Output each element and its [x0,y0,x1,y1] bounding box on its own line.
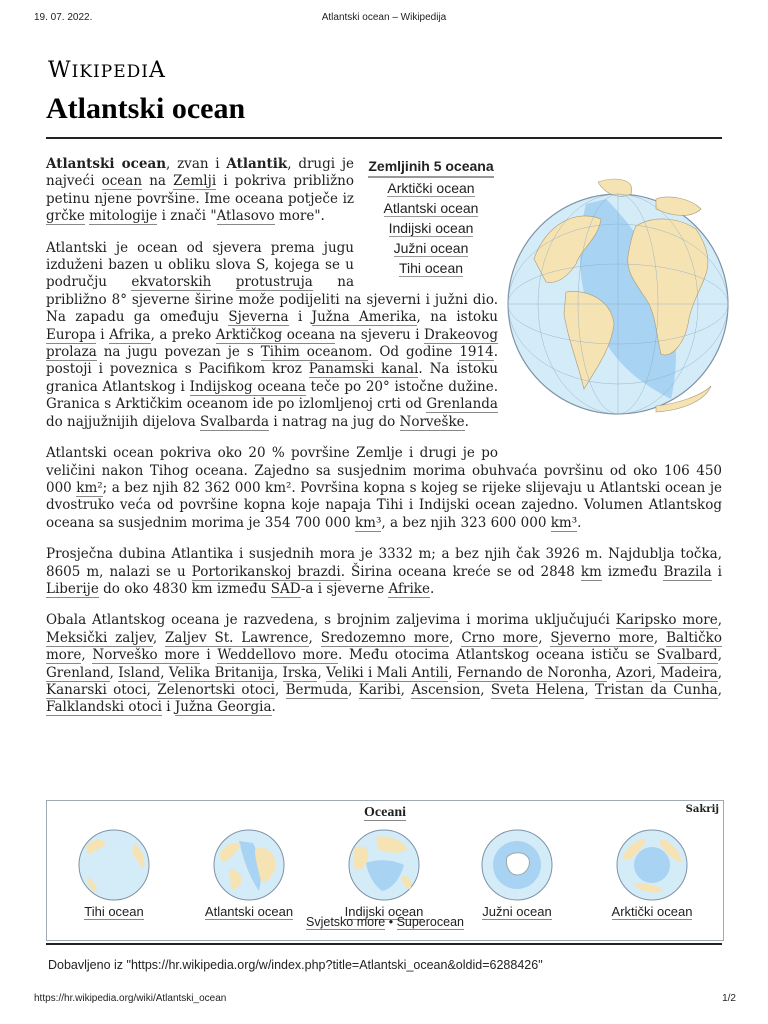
text-run: , [308,629,321,646]
article-link[interactable]: Drakeovog prolaza [46,326,499,361]
text-run: -a i sjeverne [300,580,389,597]
article-link[interactable]: Sveta Helena [490,681,585,698]
text-run: , [146,681,158,698]
text-run: na jugu povezan je s [96,344,261,361]
page-title: Atlantski ocean [46,92,246,125]
text-run: na [142,173,174,190]
wikipedia-logo[interactable]: WIKIPEDIA [48,58,166,83]
article-link[interactable]: protustruja [235,274,313,291]
retrieved-from: Dobavljeno iz "https://hr.wikipedia.org/w/index.php?title=Atlantski_ocean&oldid=6288426" [48,958,543,972]
article-link[interactable]: Weddellovo more [217,647,339,664]
infobox-item: Tihi ocean [398,260,464,276]
footer-divider [46,943,722,945]
text-run: , [160,664,169,681]
oceans-navbox [46,800,724,941]
text-run: i natrag na jug do [269,413,400,430]
article-link[interactable]: Veliki i Mali Antili [326,664,449,681]
text-run: , zvan i [166,156,227,172]
atlantic-small-globe-icon [213,829,285,901]
article-link[interactable]: grčke [46,208,85,225]
text-run: , [717,681,722,698]
article-link[interactable]: Svalbard [656,647,718,664]
navbox-item-atlantski[interactable]: Atlantski ocean [184,829,314,920]
article-link[interactable]: Kanarski otoci [46,681,147,698]
infobox-item: Arktički ocean [387,180,475,196]
text-run: i [711,563,723,580]
article-link[interactable]: Irska [282,664,318,681]
article-link[interactable]: Grenlanda [426,396,498,413]
article-link[interactable]: Madeira [660,664,718,681]
article-link[interactable]: Sjeverna [228,309,289,326]
text-run: , [81,647,93,664]
text-run: . [464,413,469,430]
article-link[interactable]: Afrike [388,580,430,597]
text-run: , [109,664,119,681]
text-run: , [449,629,462,646]
navbox-item-arkticki[interactable]: Arktički ocean [587,829,717,920]
text-run: , [348,681,359,698]
text-run: , [400,681,412,698]
oceans-infobox [362,156,500,278]
article-link[interactable]: Južna Georgia [174,699,272,716]
text-run: . Od godine [368,344,460,361]
article-link[interactable]: km³ [550,514,578,531]
article-link[interactable]: Arktičkog oceana [215,326,336,343]
article-link[interactable]: Bermuda [285,681,349,698]
arctic-globe-icon [616,829,688,901]
text-run: , [653,629,667,646]
paragraph-area [46,445,722,532]
article-link[interactable]: Zemlji [173,173,217,190]
article-link[interactable]: Portorikanskoj brazdi [191,563,341,580]
pacific-globe-icon [78,829,150,901]
navbox-bottom-links [47,915,723,929]
text-run: Atlantski je ocean od sjevera prema jugu izduženi bazen u obliku slova S, kojega se u području [46,239,354,291]
text-run: , [717,664,722,681]
text-run: Prosječna dubina Atlantika i susjednih mora je 3332 m; a bez njih čak 3926 m. Najdublja točka, 8605 m, nalazi se u [46,546,722,580]
print-page-number: 1/2 [722,993,736,1004]
paragraph-coastline [46,612,722,716]
text-run: . [429,580,435,597]
article-link[interactable]: Meksički zaljev [46,629,153,646]
navbox-item-tihi[interactable]: Tihi ocean [49,829,179,920]
navbox-title: Oceani [364,805,406,820]
article-link[interactable]: Panamski kanal [308,361,419,378]
text-run: , [273,664,283,681]
infobox-item: Indijski ocean [388,220,474,236]
text-run: Obala Atlantskog oceana je razvedena, s brojnim zaljevima i morima uključujući [46,612,616,629]
indian-globe-icon [348,829,420,901]
article-link[interactable]: km² [76,479,103,496]
text-run: , a preko [150,326,216,343]
article-body [46,156,722,731]
text-run: i pokriva približno petinu njene površine. Ime oceana potječe iz [46,173,355,207]
infobox-item: Južni ocean [393,240,469,256]
text-run: , [448,664,457,681]
text-run: , [538,629,551,646]
atlantic-globe-icon [506,164,730,444]
article-link[interactable]: ekvatorskih [131,274,212,291]
article-link[interactable]: Europa [46,326,96,343]
article-link[interactable]: Baltičko more [46,629,722,664]
article-link[interactable]: 1914 [459,344,494,361]
article-link[interactable]: Karipsko more [615,612,718,629]
infobox-title[interactable]: Zemljinih 5 oceana [368,156,493,178]
text-run: . Na istoku granica Atlantskog i [46,361,498,395]
article-link[interactable]: Zelenortski otoci [157,681,275,698]
print-title: Atlantski ocean – Wikipedija [321,12,447,23]
article-link[interactable]: Fernando de Noronha [456,664,608,681]
article-link[interactable]: Južna Amerika [311,309,417,326]
article-link[interactable]: Tristan da Cunha [595,681,718,698]
article-link[interactable]: Ascension [411,681,481,698]
article-link[interactable]: mitologije [89,208,158,225]
paragraph-depth [46,546,722,598]
link-superocean[interactable]: Superocean [396,915,464,929]
article-link[interactable]: Atlasovo [216,208,275,225]
text-run: teče po 20° istočne dužine. Granica s Arktičkim oceanom ide po izlomljenoj crti od [46,378,499,413]
text-run: . [271,699,276,716]
article-link[interactable]: Liberije [46,580,99,597]
text-run: . Širina oceana kreće se od 2848 [340,563,581,580]
print-url: https://hr.wikipedia.org/wiki/Atlantski_ocean [34,993,227,1004]
retrieved-url-link[interactable]: https://hr.wikipedia.org/w/index.php?title=Atlantski_ocean&oldid=6288426 [130,958,539,972]
text-run: na približno 8° sjeverne širine može podijeliti na sjeverni i južni dio. Na zapadu ga omeđuju [46,274,498,326]
text-run: more". [274,208,325,225]
text-run: i [161,699,175,716]
atlantic-globe-image[interactable] [506,156,726,446]
link-separator: • [388,915,394,929]
text-run: i znači " [157,208,217,225]
text-run: , [717,612,722,629]
article-link[interactable]: Azori [616,664,652,681]
text-run: , [274,681,286,698]
article-link[interactable]: Island [118,664,161,681]
text-run: , [584,681,596,698]
text-run [211,274,235,290]
text-run: i [95,326,110,343]
article-link[interactable]: Tihim oceanom [260,344,369,361]
title-divider [46,137,722,139]
article-link[interactable]: Norveško more [92,647,200,664]
text-run: , [480,681,491,698]
text-run: na sjeveru i [335,326,424,343]
article-link[interactable]: Falklandski otoci [46,699,162,716]
article-link[interactable]: Afrika [109,326,151,343]
article-link[interactable]: km [580,563,602,580]
article-link[interactable]: Brazila [663,563,712,580]
article-link[interactable]: Karibi [358,681,401,698]
text-run: između [601,563,664,580]
text-run: . [577,514,582,531]
text-run: , na istoku [416,309,498,326]
text-run: do oko 4830 km između [98,580,271,597]
navbox-item-indijski[interactable]: Indijski ocean [319,829,449,920]
print-date: 19. 07. 2022. [34,12,93,23]
text-run: , drugi je najveći [46,156,355,190]
text-run: i [288,309,312,326]
text-run: i [199,647,218,664]
article-link[interactable]: Crno more [461,629,539,646]
article-link[interactable]: km³ [354,514,382,531]
text-run: , [317,664,327,681]
article-link[interactable]: Svalbarda [200,413,270,430]
text-run: Atlantski ocean pokriva oko 20 % površine Zemlje i drugi je po veličini nakon Tihog oceana. Zajedno sa susjednim morima obuhvaća površinu od oko 106 450 000 [46,445,722,496]
text-run: do najjužnijih dijelova [46,413,201,430]
article-link[interactable]: Indijskog oceana [189,378,306,395]
text-run: Atlantski ocean [46,156,167,172]
article-link[interactable]: Norveške [399,413,465,430]
article-link[interactable]: ocean [101,173,143,190]
article-link[interactable]: Zaljev St. Lawrence [165,629,309,646]
navbox-hide-button[interactable]: Sakrij [685,804,719,815]
article-link[interactable]: Grenland [46,664,110,681]
text-run: , a bez njih 323 600 000 [381,514,551,531]
article-link[interactable]: Sjeverno more [550,629,654,646]
article-link[interactable]: SAD [270,580,301,597]
article-link[interactable]: Sredozemno more [320,629,450,646]
text-run: ; a bez njih 82 362 000 km². Površina kopna s kojeg se rijeke slijevaju u Atlantski ocean je dvostruko veća od površine kopna koje napaja Tihi i Indijski ocean zajedno. Volumen Atlantskog oceana sa susjednim morima je 354 700 000 [46,479,722,531]
southern-globe-icon [481,829,553,901]
link-svjetsko-more[interactable]: Svjetsko more [306,915,386,929]
text-run: , [607,664,616,681]
infobox-item: Atlantski ocean [383,200,479,216]
text-run: , [651,664,661,681]
article-link[interactable]: Velika Britanija [168,664,274,681]
navbox-item-juzni[interactable]: Južni ocean [452,829,582,920]
text-run: . postoji i poveznica s Pacifikom kroz [46,344,498,378]
text-run: , [152,629,166,646]
text-run: Atlantik [226,156,288,172]
text-run: , [717,647,722,664]
text-run: . Među otocima Atlantskog oceana ističu se [338,647,657,664]
